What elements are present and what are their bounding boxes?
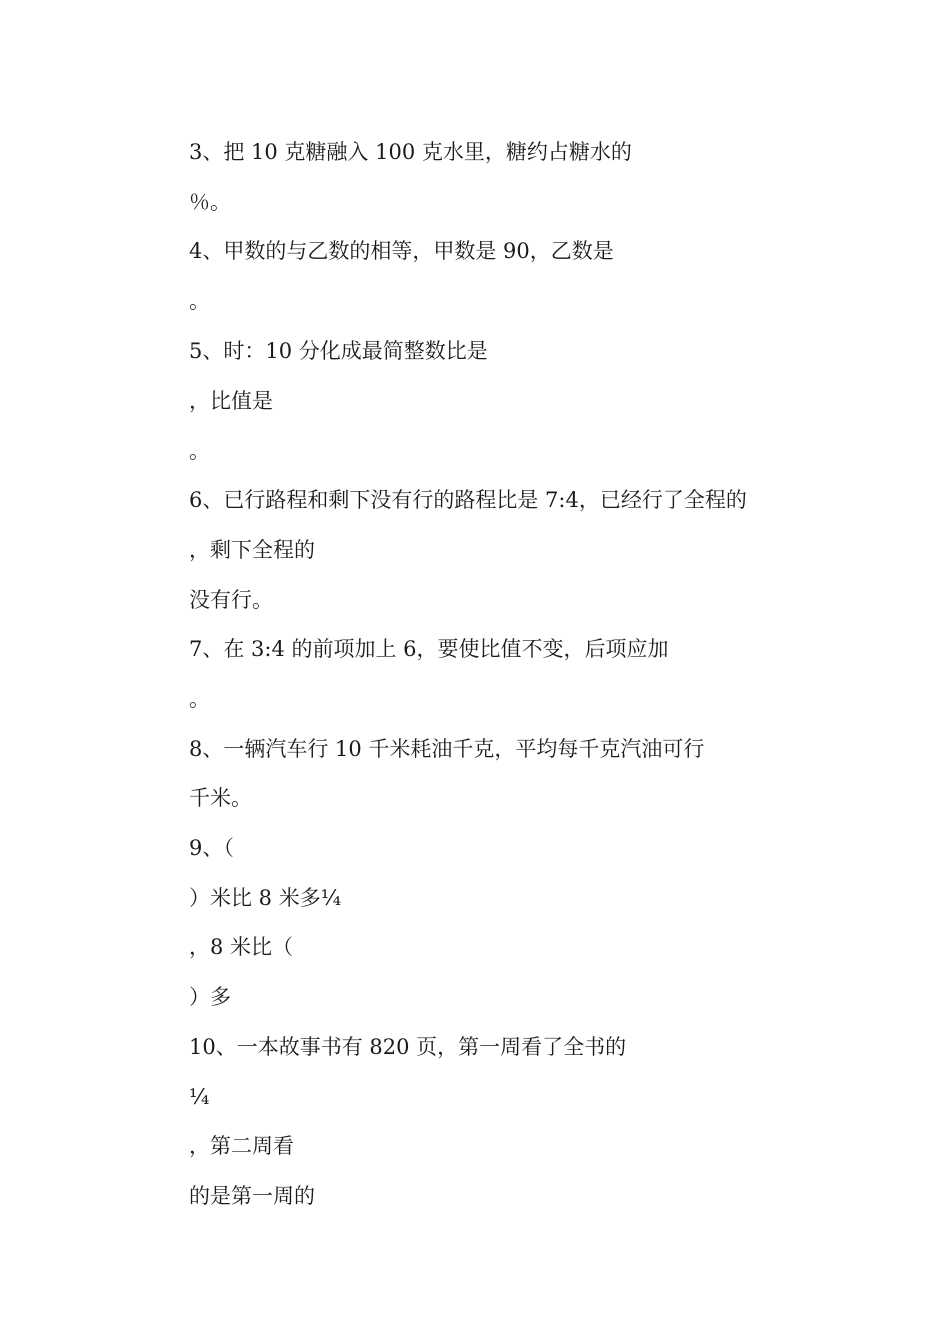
question-8-line-2: 千米。 bbox=[189, 786, 252, 810]
question-7-line-2: 。 bbox=[189, 687, 210, 711]
question-5-line-1: 5、时：10 分化成最简整数比是 bbox=[189, 339, 488, 363]
question-3-line-1: 3、把 10 克糖融入 100 克水里，糖约占糖水的 bbox=[189, 140, 632, 164]
question-6-line-2: ，剩下全程的 bbox=[189, 538, 315, 562]
question-4-line-2: 。 bbox=[189, 289, 210, 313]
question-9-line-1: 9、（ bbox=[189, 836, 234, 860]
question-5-line-2: ，比值是 bbox=[189, 389, 273, 413]
question-6-line-1: 6、已行路程和剩下没有行的路程比是 7:4，已经行了全程的 bbox=[189, 488, 747, 512]
question-6-line-3: 没有行。 bbox=[189, 588, 273, 612]
question-10-line-2: ¼ bbox=[189, 1085, 210, 1109]
question-7-line-1: 7、在 3:4 的前项加上 6，要使比值不变，后项应加 bbox=[189, 637, 669, 661]
question-10-line-1: 10、一本故事书有 820 页，第一周看了全书的 bbox=[189, 1035, 627, 1059]
question-10-line-4: 的是第一周的 bbox=[189, 1184, 315, 1208]
question-9-line-2: ）米比 8 米多¼ bbox=[189, 886, 342, 910]
question-5-line-3: 。 bbox=[189, 439, 210, 463]
question-10-line-3: ，第二周看 bbox=[189, 1134, 294, 1158]
question-9-line-3: ，8 米比（ bbox=[189, 935, 294, 959]
question-4-line-1: 4、甲数的与乙数的相等，甲数是 90，乙数是 bbox=[189, 239, 614, 263]
question-9-line-4: ）多 bbox=[189, 985, 231, 1009]
question-8-line-1: 8、一辆汽车行 10 千米耗油千克，平均每千克汽油可行 bbox=[189, 737, 705, 761]
question-3-line-2: ％。 bbox=[189, 190, 231, 214]
